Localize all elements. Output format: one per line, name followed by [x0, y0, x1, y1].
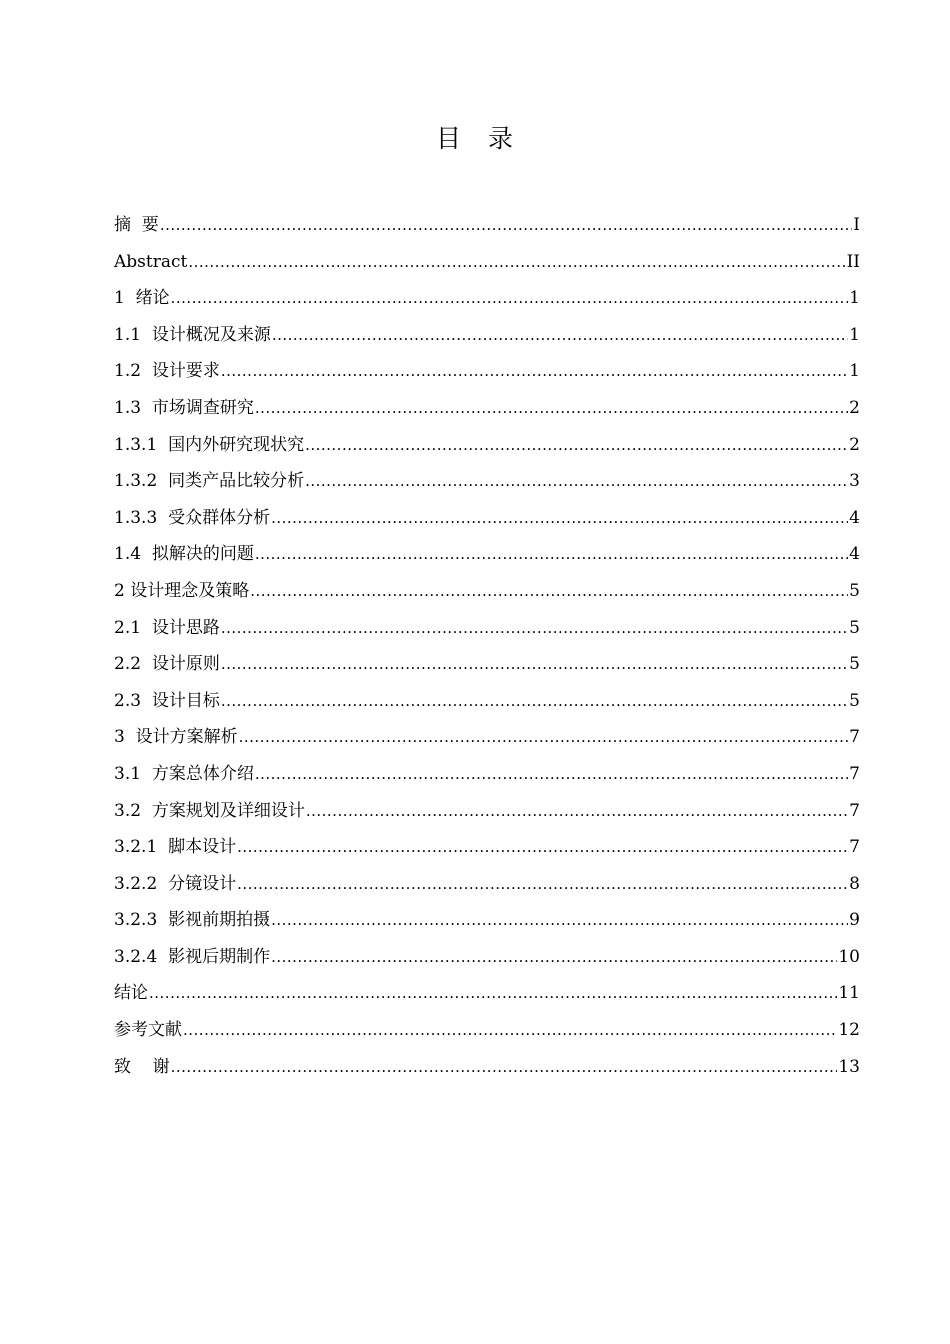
dot-leader: [255, 756, 848, 793]
toc-entry-label: 3.1 方案总体介绍: [114, 763, 254, 784]
dot-leader: [305, 427, 848, 464]
toc-entry-label: 1.2 设计要求: [114, 361, 220, 382]
toc-entry-3-2-3[interactable]: [114, 902, 860, 939]
toc-entry-acknowledgements[interactable]: [114, 1049, 860, 1086]
toc-entry-1-4[interactable]: [114, 536, 860, 573]
table-of-contents: [114, 207, 860, 1085]
toc-entry-1-3-3[interactable]: [114, 500, 860, 537]
dot-leader: [221, 610, 848, 647]
toc-entry-page: 7: [849, 800, 860, 821]
toc-entry-label: 2.2 设计原则: [114, 654, 220, 675]
toc-entry-abstract-en[interactable]: [114, 244, 860, 281]
toc-entry-page: 5: [849, 617, 860, 638]
toc-entry-page: 12: [838, 1020, 860, 1041]
toc-entry-label: 2.3 设计目标: [114, 690, 220, 711]
toc-entry-page: 4: [849, 507, 860, 528]
toc-entry-label: Abstract: [114, 251, 188, 272]
dot-leader: [221, 646, 848, 683]
toc-title: 目 录: [435, 124, 514, 153]
toc-entry-1-3-1[interactable]: [114, 427, 860, 464]
dot-leader: [306, 793, 848, 830]
toc-entry-page: 8: [849, 873, 860, 894]
toc-entry-page: 13: [838, 1056, 860, 1077]
toc-entry-page: 5: [849, 654, 860, 675]
toc-entry-label: 致 谢: [114, 1056, 170, 1077]
toc-entry-page: 1: [849, 324, 860, 345]
toc-entry-label: 3.2.3 影视前期拍摄: [114, 910, 271, 931]
dot-leader: [271, 902, 848, 939]
toc-entry-page: 7: [849, 727, 860, 748]
dot-leader: [272, 317, 848, 354]
toc-entry-3-2-2[interactable]: [114, 866, 860, 903]
toc-entry-2-3[interactable]: [114, 683, 860, 720]
dot-leader: [239, 719, 849, 756]
dot-leader: [305, 463, 848, 500]
toc-entry-label: 1.4 拟解决的问题: [114, 544, 254, 565]
toc-entry-label: 3.2.2 分镜设计: [114, 873, 237, 894]
toc-entry-3-2[interactable]: [114, 793, 860, 830]
toc-entry-references[interactable]: [114, 1012, 860, 1049]
dot-leader: [188, 244, 845, 281]
toc-entry-label: 1.3.2 同类产品比较分析: [114, 471, 305, 492]
toc-entry-label: 2.1 设计思路: [114, 617, 220, 638]
toc-entry-2[interactable]: [114, 573, 860, 610]
toc-entry-1-2[interactable]: [114, 353, 860, 390]
toc-entry-label: 1.3.3 受众群体分析: [114, 507, 271, 528]
toc-entry-1[interactable]: [114, 280, 860, 317]
toc-entry-page: 5: [849, 690, 860, 711]
dot-leader: [237, 866, 848, 903]
toc-entry-label: 3.2.1 脚本设计: [114, 837, 237, 858]
toc-entry-1-3[interactable]: [114, 390, 860, 427]
toc-entry-page: 1: [849, 288, 860, 309]
toc-entry-page: 3: [849, 471, 860, 492]
dot-leader: [183, 1012, 837, 1049]
toc-entry-conclusion[interactable]: [114, 975, 860, 1012]
toc-entry-page: 1: [849, 361, 860, 382]
toc-entry-3[interactable]: [114, 719, 860, 756]
toc-entry-label: 1.1 设计概况及来源: [114, 324, 271, 345]
dot-leader: [171, 1049, 838, 1086]
dot-leader: [271, 939, 837, 976]
toc-entry-3-2-1[interactable]: [114, 829, 860, 866]
dot-leader: [255, 536, 848, 573]
toc-entry-3-2-4[interactable]: [114, 939, 860, 976]
toc-entry-page: II: [846, 251, 860, 272]
toc-entry-page: 7: [849, 763, 860, 784]
toc-entry-page: 9: [849, 910, 860, 931]
toc-entry-abstract-cn[interactable]: [114, 207, 860, 244]
dot-leader: [255, 390, 848, 427]
toc-entry-page: 4: [849, 544, 860, 565]
toc-entry-page: 2: [849, 434, 860, 455]
toc-entry-label: 1.3 市场调查研究: [114, 397, 254, 418]
toc-entry-page: 7: [849, 837, 860, 858]
dot-leader: [221, 353, 848, 390]
toc-entry-3-1[interactable]: [114, 756, 860, 793]
toc-entry-label: 摘 要: [114, 215, 159, 235]
dot-leader: [149, 975, 837, 1012]
toc-entry-page: 2: [849, 397, 860, 418]
toc-entry-label: 2 设计理念及策略: [114, 580, 250, 601]
dot-leader: [237, 829, 848, 866]
dot-leader: [160, 207, 852, 244]
dot-leader: [171, 280, 849, 317]
toc-entry-label: 1.3.1 国内外研究现状究: [114, 434, 305, 455]
dot-leader: [271, 500, 848, 537]
toc-entry-1-3-2[interactable]: [114, 463, 860, 500]
toc-entry-page: 11: [838, 983, 860, 1004]
dot-leader: [221, 683, 848, 720]
toc-entry-1-1[interactable]: [114, 317, 860, 354]
toc-entry-label: 3.2 方案规划及详细设计: [114, 800, 305, 821]
dot-leader: [250, 573, 848, 610]
toc-entry-2-1[interactable]: [114, 610, 860, 647]
toc-entry-label: 3 设计方案解析: [114, 727, 238, 748]
toc-entry-label: 1 绪论: [114, 288, 170, 309]
toc-entry-page: 5: [849, 580, 860, 601]
toc-entry-page: I: [853, 215, 860, 235]
toc-entry-label: 结论: [114, 983, 148, 1004]
toc-entry-page: 10: [838, 946, 860, 967]
toc-entry-label: 3.2.4 影视后期制作: [114, 946, 271, 967]
toc-entry-2-2[interactable]: [114, 646, 860, 683]
toc-entry-label: 参考文献: [114, 1020, 182, 1041]
